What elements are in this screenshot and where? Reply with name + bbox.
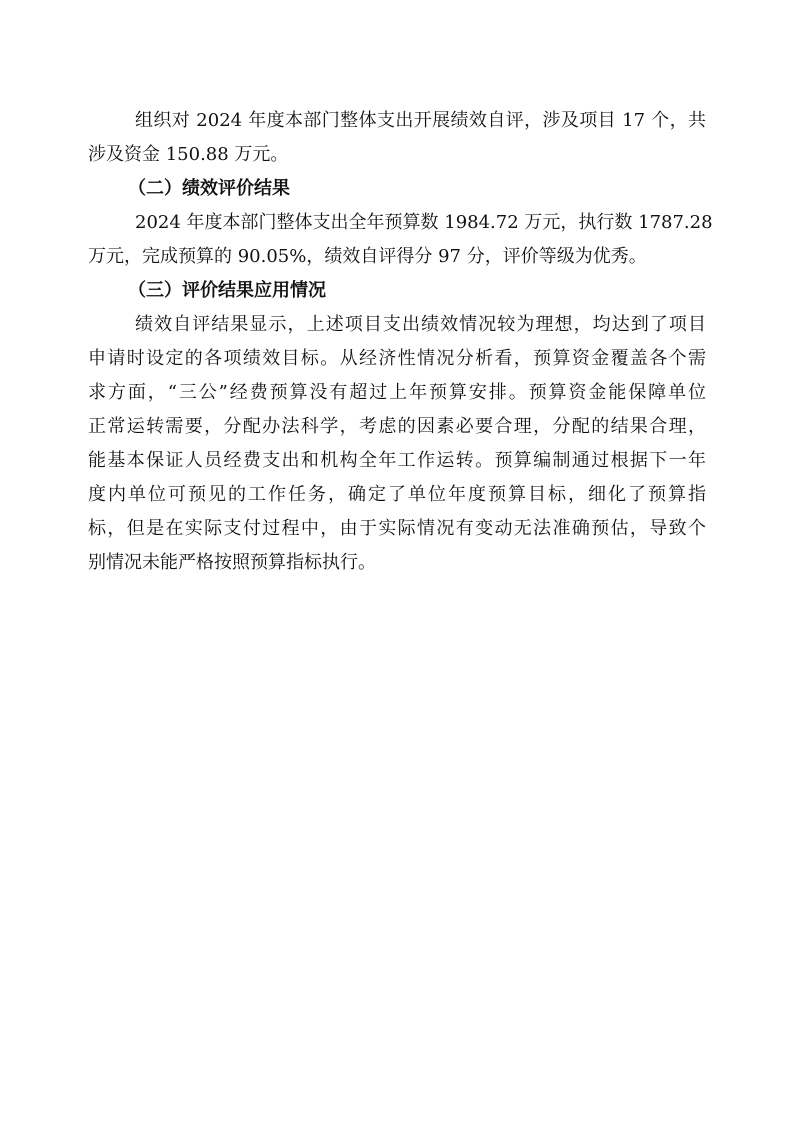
- paragraph-line: 求方面，“三公”经费预算没有超过上年预算安排。预算资金能保障单位: [88, 382, 706, 403]
- paragraph-line: 2024 年度本部门整体支出全年预算数 1984.72 万元，执行数 1787.28: [135, 212, 713, 233]
- paragraph-evaluation-scope: [88, 104, 706, 172]
- paragraph-line: 申请时设定的各项绩效目标。从经济性情况分析看，预算资金覆盖各个需: [88, 348, 706, 369]
- document-body: [88, 104, 713, 580]
- paragraph-line: 能基本保证人员经费支出和机构全年工作运转。预算编制通过根据下一年: [88, 450, 706, 471]
- paragraph-line: 万元，完成预算的 90.05%，绩效自评得分 97 分，评价等级为优秀。: [88, 246, 647, 267]
- paragraph-line: 组织对 2024 年度本部门整体支出开展绩效自评，涉及项目 17 个，共: [135, 110, 706, 131]
- paragraph-line: 度内单位可预见的工作任务，确定了单位年度预算目标，细化了预算指: [88, 484, 706, 505]
- paragraph-line: 正常运转需要，分配办法科学，考虑的因素必要合理，分配的结果合理，: [88, 416, 706, 437]
- paragraph-line: 涉及资金 150.88 万元。: [88, 144, 289, 165]
- paragraph-line: 绩效自评结果显示，上述项目支出绩效情况较为理想，均达到了项目: [135, 314, 706, 335]
- section-heading-results-application: （三）评价结果应用情况: [128, 280, 326, 301]
- paragraph-line: 标，但是在实际支付过程中，由于实际情况有变动无法准确预估，导致个: [88, 518, 706, 539]
- paragraph-line: 别情况未能严格按照预算指标执行。: [88, 552, 376, 573]
- section-heading-evaluation-results: （二）绩效评价结果: [128, 178, 290, 199]
- paragraph-evaluation-results: [88, 206, 713, 274]
- paragraph-results-application: [88, 308, 706, 580]
